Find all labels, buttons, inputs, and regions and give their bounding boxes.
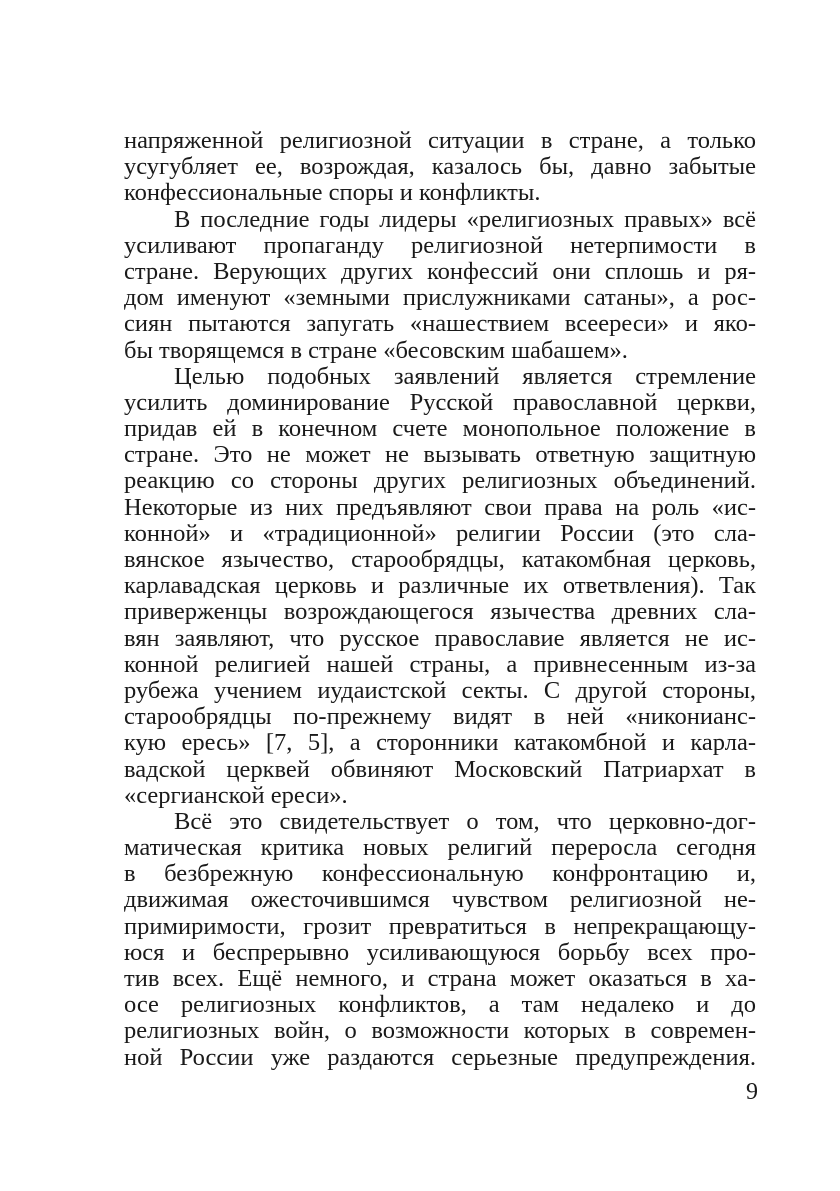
text-line: Всё это свидетельствует о том, что церковно-дог- <box>174 808 756 835</box>
text-line: вянское язычество, старообрядцы, катакомбная церковь, <box>124 547 756 573</box>
text-line: дом именуют «земными прислужниками сатаны», а рос- <box>124 285 756 312</box>
text-line: старообрядцы по-прежнему видят в ней «никонианс- <box>124 704 756 731</box>
body-text <box>124 128 756 1071</box>
text-line: религиозных войн, о возможности которых в современ- <box>124 1018 756 1045</box>
text-line: усиливают пропаганду религиозной нетерпимости в <box>124 232 756 259</box>
text-line: вадской церквей обвиняют Московский Патриархат в <box>124 756 756 783</box>
text-line: придав ей в конечном счете монопольное положение в <box>124 416 756 443</box>
text-line: кую ересь» [7, 5], а сторонники катакомбной и карла- <box>124 730 756 757</box>
text-line: карлавадская церковь и различные их ответвления). Так <box>124 573 756 600</box>
text-line: рубежа учением иудаистской секты. С другой стороны, <box>124 677 756 704</box>
text-line: конной религией нашей страны, а привнесенным из-за <box>124 651 756 678</box>
text-line: вян заявляют, что русское православие является не ис- <box>124 625 756 652</box>
text-line: ной России уже раздаются серьезные предупреждения. <box>124 1044 756 1071</box>
text-line: усугубляет ее, возрождая, казалось бы, давно забытые <box>124 154 756 181</box>
text-line: матическая критика новых религий переросла сегодня <box>124 835 756 862</box>
text-line: В последние годы лидеры «религиозных правых» всё <box>174 206 756 233</box>
text-line: осе религиозных конфликтов, а там недалеко и до <box>124 992 756 1019</box>
text-line: в безбрежную конфессиональную конфронтацию и, <box>124 861 756 888</box>
text-line: примиримости, грозит превратиться в непрекращающу- <box>124 913 756 940</box>
text-line: усилить доминирование Русской православной церкви, <box>124 389 756 416</box>
page-number: 9 <box>746 1079 758 1105</box>
text-line: конной» и «традиционной» религии России (это сла- <box>124 520 756 547</box>
text-line: Некоторые из них предъявляют свои права на роль «ис- <box>124 494 756 521</box>
text-line: конфессиональные споры и конфликты. <box>124 180 541 207</box>
text-line: «сергианской ереси». <box>124 782 348 809</box>
text-line: стране. Это не может не вызывать ответную защитную <box>124 442 756 469</box>
text-line: Целью подобных заявлений является стремление <box>174 363 756 390</box>
text-line: реакцию со стороны других религиозных объединений. <box>124 468 756 495</box>
text-line: бы творящемся в стране «бесовским шабашем». <box>124 337 628 364</box>
text-line: юся и беспрерывно усиливающуюся борьбу всех про- <box>124 939 756 966</box>
text-line: сиян пытаются запугать «нашествием всеереси» и яко- <box>124 311 756 338</box>
text-line: приверженцы возрождающегося язычества древних сла- <box>124 599 756 626</box>
text-line: напряженной религиозной ситуации в стране, а только <box>124 128 756 154</box>
text-line: движимая ожесточившимся чувством религиозной не- <box>124 887 756 914</box>
text-line: тив всех. Ещё немного, и страна может оказаться в ха- <box>124 966 756 992</box>
text-line: стране. Верующих других конфессий они сплошь и ря- <box>124 258 756 285</box>
